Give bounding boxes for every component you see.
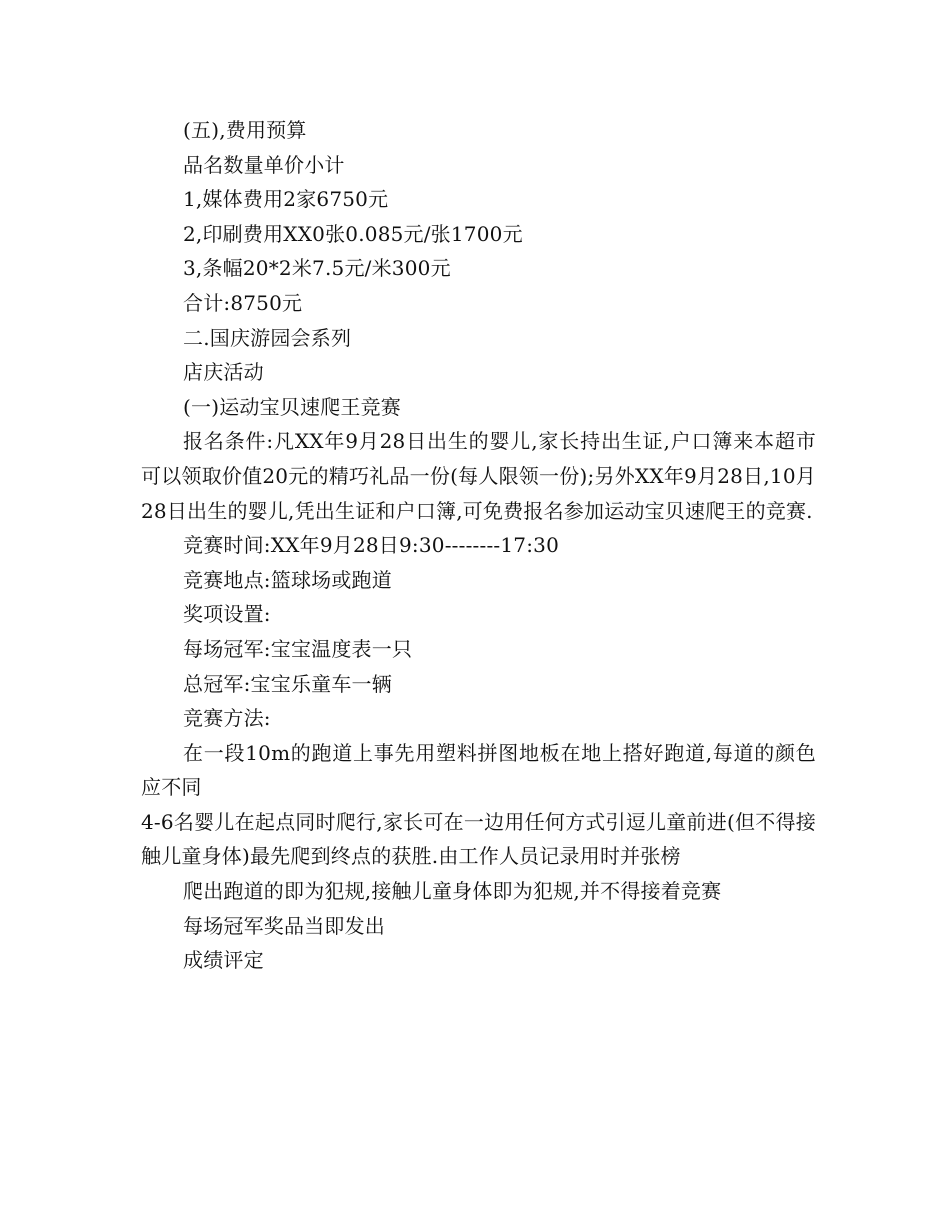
paragraph-budget-item-banner: 3,条幅20*2米7.5元/米300元	[183, 256, 451, 281]
document-body	[141, 113, 816, 978]
paragraph-time: 竞赛时间:XX年9月28日9:30--------17:30	[183, 533, 559, 558]
paragraph-awards-heading: 奖项设置:	[183, 602, 271, 627]
paragraph-registration: 报名条件:凡XX年9月28日出生的婴儿,家长持出生证,户口簿来本超市可以领取价值20元的精巧礼品一份(每人限领一份);另外XX年9月28日,10月28日出生的婴儿,凭出生证和户口簿,可免费报名参加运动宝贝速爬王的竞赛.	[141, 429, 816, 523]
paragraph-method-foul: 爬出跑道的即为犯规,接触儿童身体即为犯规,并不得接着竞赛	[183, 879, 722, 904]
paragraph-section-heading: 二.国庆游园会系列	[183, 325, 352, 350]
paragraph-budget-total: 合计:8750元	[183, 290, 303, 315]
paragraph-event-title: (一)运动宝贝速爬王竞赛	[183, 394, 402, 419]
paragraph-budget-heading: (五),费用预算	[183, 118, 307, 142]
paragraph-subheading: 店庆活动	[183, 360, 264, 385]
paragraph-award-overall: 总冠军:宝宝乐童车一辆	[183, 671, 392, 696]
paragraph-budget-columns: 品名数量单价小计	[183, 152, 345, 177]
paragraph-scoring-heading: 成绩评定	[183, 948, 264, 973]
paragraph-method-track: 在一段10m的跑道上事先用塑料拼图地板在地上搭好跑道,每道的颜色应不同	[141, 740, 816, 800]
paragraph-location: 竞赛地点:篮球场或跑道	[183, 567, 392, 592]
paragraph-budget-item-printing: 2,印刷费用XX0张0.085元/张1700元	[183, 221, 523, 246]
paragraph-budget-item-media: 1,媒体费用2家6750元	[183, 187, 389, 212]
paragraph-method-heading: 竞赛方法:	[183, 706, 271, 731]
paragraph-award-each: 每场冠军:宝宝温度表一只	[183, 636, 413, 661]
paragraph-method-prize: 每场冠军奖品当即发出	[183, 913, 385, 938]
paragraph-method-race: 4-6名婴儿在起点同时爬行,家长可在一边用任何方式引逗儿童前进(但不得接触儿童身体)最先爬到终点的获胜.由工作人员记录用时并张榜	[141, 809, 816, 869]
